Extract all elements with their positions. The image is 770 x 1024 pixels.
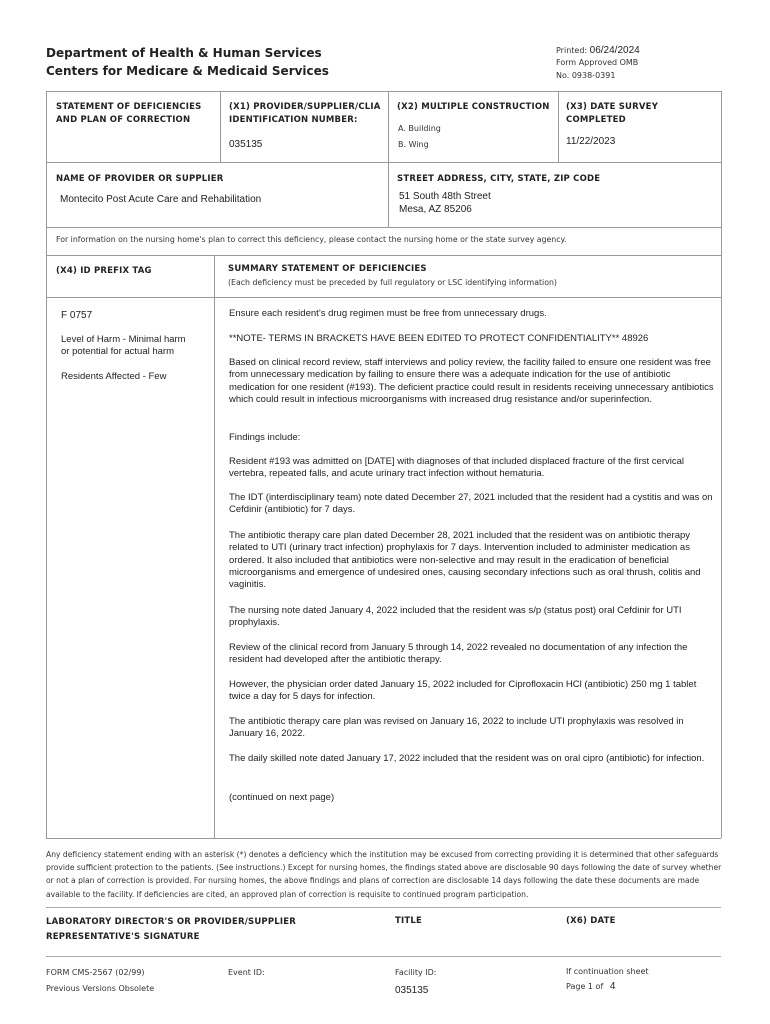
signature-label: LABORATORY DIRECTOR'S OR PROVIDER/SUPPLIER REPRESENTATIVE'S SIGNATURE xyxy=(46,917,297,942)
footer-divider xyxy=(46,956,721,957)
page-label: Page 1 of xyxy=(566,982,604,991)
provider-name-value: Montecito Post Acute Care and Rehabilitation xyxy=(60,194,262,205)
x3-label: (X3) DATE SURVEY COMPLETED xyxy=(566,102,659,125)
page-total: 4 xyxy=(609,981,616,992)
printed-label: Printed: xyxy=(556,46,588,55)
deficiency-paragraph: **NOTE- TERMS IN BRACKETS HAVE BEEN EDITED TO PROTECT CONFIDENTIALITY** 48926 xyxy=(229,333,649,344)
page-indicator xyxy=(566,981,615,992)
survey-date-value: 11/22/2023 xyxy=(566,136,616,147)
id-prefix-tag: F 0757 xyxy=(61,310,93,321)
deficiency-paragraph: Resident #193 was admitted on [DATE] with diagnoses of that included displaced fracture of the first cervical vertebra, repeated falls, and acute urinary tract infection without hematuria. xyxy=(229,456,685,480)
department-title: Department of Health & Human Services xyxy=(46,46,322,60)
address-line2: Mesa, AZ 85206 xyxy=(399,204,472,215)
x4-label: (X4) ID PREFIX TAG xyxy=(56,266,152,276)
deficiency-paragraph: The IDT (interdisciplinary team) note dated December 27, 2021 included that the resident had a cystitis and was on Cefdinir (antibiotic) for 7 days. xyxy=(229,492,713,516)
building-label: A. Building xyxy=(398,124,441,133)
deficiency-paragraph: The antibiotic therapy care plan was revised on January 16, 2022 to include UTI prophylaxis was resolved in January 16, 2022. xyxy=(229,716,684,740)
signature-divider xyxy=(46,907,721,908)
deficiency-paragraph: The antibiotic therapy care plan dated December 28, 2021 included that the resident was on antibiotic therapy related to UTI (urinary tract infection) prophylaxis for 7 days. Intervention included to administer medication as ordered. It also included that antibiotics were non-selective and may result in the eradication of beneficial microorganisms and emergence of undesired ones, causing secondary infections such as oral thrush, colitis and vaginitis. xyxy=(229,530,701,591)
event-id-label: Event ID: xyxy=(228,968,265,977)
deficiency-paragraph: Findings include: xyxy=(229,432,301,443)
facility-id-label: Facility ID: xyxy=(395,968,437,977)
wing-label: B. Wing xyxy=(398,140,429,149)
omb-number: No. 0938-0391 xyxy=(556,71,616,80)
address-label: STREET ADDRESS, CITY, STATE, ZIP CODE xyxy=(397,174,601,184)
address-line1: 51 South 48th Street xyxy=(399,191,491,202)
deficiency-paragraph: The nursing note dated January 4, 2022 included that the resident was s/p (status post) oral Cefdinir for UTI prophylaxis. xyxy=(229,605,682,629)
centers-title: Centers for Medicare & Medicaid Services xyxy=(46,64,329,78)
level-of-harm: Level of Harm - Minimal harm or potential for actual harm xyxy=(61,334,186,358)
continued-note: (continued on next page) xyxy=(229,792,335,803)
provider-name-label: NAME OF PROVIDER OR SUPPLIER xyxy=(56,174,224,184)
form-approved: Form Approved OMB xyxy=(556,58,639,67)
summary-label: SUMMARY STATEMENT OF DEFICIENCIES xyxy=(228,264,427,274)
x2-label: (X2) MULTIPLE CONSTRUCTION xyxy=(397,102,550,112)
residents-affected: Residents Affected - Few xyxy=(61,371,167,382)
disclaimer-text: Any deficiency statement ending with an asterisk (*) denotes a deficiency which the institution may be excused from correcting providing it is determined that other safeguards provide sufficient protection to the patients. (See instructions.) Except for nursing homes, the findings stated above are disclosable 90 days following the date of survey whether or not a plan of correction is provided. For nursing homes, the above findings and plans of correction are disclosable 14 days following the date these documents are made available to the facility. If deficiencies are cited, an approved plan of correction is requisite to continued program participation. xyxy=(46,850,722,899)
previous-versions: Previous Versions Obsolete xyxy=(46,984,155,993)
form-number: FORM CMS-2567 (02/99) xyxy=(46,968,145,977)
x1-label: (X1) PROVIDER/SUPPLIER/CLIA IDENTIFICATION NUMBER: xyxy=(229,102,381,125)
deficiency-paragraph: Review of the clinical record from January 5 through 14, 2022 revealed no documentation of any infection the resident had developed after the antibiotic therapy. xyxy=(229,642,688,666)
deficiency-paragraph: The daily skilled note dated January 17, 2022 included that the resident was on oral cipro (antibiotic) for infection. xyxy=(229,753,705,764)
facility-id-value: 035135 xyxy=(395,985,429,996)
info-note: For information on the nursing home's plan to correct this deficiency, please contact the nursing home or the state survey agency. xyxy=(56,235,567,244)
deficiency-paragraph: Based on clinical record review, staff interviews and policy review, the facility failed to ensure one resident was free from unnecessary medication by failing to ensure there was a adequate indication for the use of antibiotic medication for one resident (#193). The deficient practice could result in residents receiving unnecessary antibiotics which could result in infectious microorganisms with increased drug resistance and/or superinfection. xyxy=(229,357,714,405)
deficiency-paragraph: Ensure each resident’s drug regimen must be free from unnecessary drugs. xyxy=(229,308,547,319)
summary-sublabel: (Each deficiency must be preceded by full regulatory or LSC identifying information) xyxy=(228,278,557,287)
title-label: TITLE xyxy=(395,916,422,926)
continuation-sheet: If continuation sheet xyxy=(566,967,649,976)
deficiency-paragraph: However, the physician order dated January 15, 2022 included for Ciprofloxacin HCl (antibiotic) 250 mg 1 tablet twice a day for 5 days for infection. xyxy=(229,679,697,703)
date-label: (X6) DATE xyxy=(566,916,616,926)
printed-date: 06/24/2024 xyxy=(589,45,640,56)
statement-label: STATEMENT OF DEFICIENCIES AND PLAN OF CORRECTION xyxy=(56,102,202,125)
printed-line xyxy=(556,45,640,56)
provider-id-value: 035135 xyxy=(229,139,263,150)
